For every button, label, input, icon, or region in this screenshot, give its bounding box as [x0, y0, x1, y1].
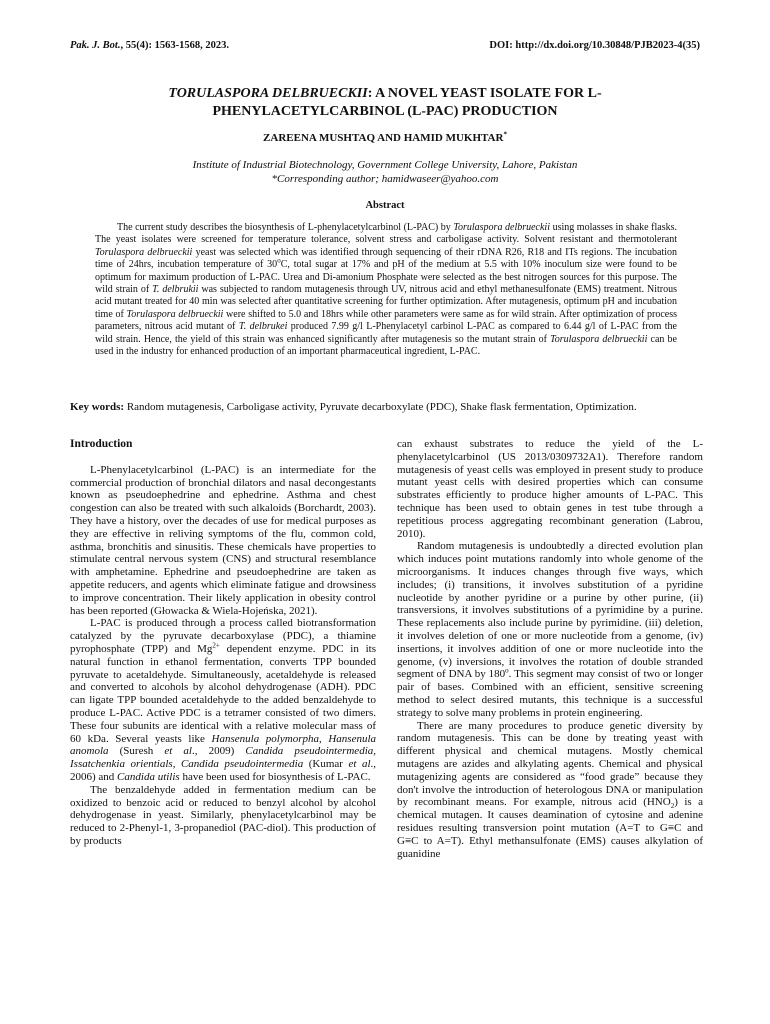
corresponding-author: *Corresponding author; hamidwaseer@yahoo.com	[271, 173, 499, 185]
authors	[70, 132, 700, 144]
paragraph	[397, 540, 703, 719]
paragraph-text: . This segment may consist of two or longer pair of bases. Combined with an efficient, sensitive screening method to select desired mutants, this technique is a successful strategy to solve many problems in protein engineering.	[397, 668, 704, 719]
institute: Institute of Industrial Biotechnology, Government College University, Lahore, Pakistan	[192, 159, 578, 171]
et-al: et al	[164, 745, 192, 758]
paragraph-text: ,	[172, 758, 181, 771]
species-name: Candida pseudointermedia	[245, 745, 374, 758]
paragraph-text: dependent enzyme. PDC in its natural function in ethanol fermentation, converts TPP bounded pyruvate to acetaldehyde. Simultaneously, acetaldehyde is released and converted to alcohols by alcohol dehydrogenase (ADH). PDC can ligate TPP bounded acetaldehyde to the added benzaldehyde to produce L-PAC. Active PDC is a tetramer consisted of two dimers. These four subunits are identical with a relative molecular mass of 60 kDa. Several yeasts like	[70, 642, 376, 745]
paragraph: can exhaust substrates to reduce the yield of the L-phenylacetylcarbinol (US 2013/0309732A1). Therefore random mutagenesis of yeast cells was employed in present study to produce mutant yeast cells with desired properties which can consume substrates efficiently to produce higher amounts of L-PAC. This technique has been used to obtain genes in test tube through a repetitious process aggregating recombinant generation (Labrou, 2010).	[397, 438, 703, 540]
title-species: TORULASPORA DELBRUECKII	[168, 86, 368, 101]
paragraph: L-Phenylacetylcarbinol (L-PAC) is an intermediate for the commercial production of bronchial dilators and nasal decongestants known as pseudoephedrine and ephedrine. Asthma and chest congestion can also be treated with such alkaloids (Borchardt, 2003). They have a history, over the decades of use for medical purposes as they are effective in reliving symptoms of the flu, common cold, asthma, bronchitis and sinusitis. These chemicals have properties to stimulate central nervous system (CNS) and structural resemblance with amphetamine. Ephedrine and pseudoephedrine are taken as appetite reducers, and agents which eliminate fatigue and drowsiness to improve concentration. Their likely application in obesity control has been reported (Głowacka & Wiela-Hojeńska, 2021).	[70, 463, 376, 617]
species-name: Hansenula anomola	[70, 732, 377, 758]
abstract-text: The current study describes the biosynthesis of L-phenylacetylcarbinol (L-PAC) by	[117, 222, 454, 233]
paragraph: The benzaldehyde added in fermentation medium can be oxidized to benzoic acid or reduced to benzyl alcohol by alcohol dehydrogenase in yeast. Similarly, phenylacetylcarbinol may be reduced to 2-Phenyl-1, 3-propanediol (PAC-diol). This production of by products	[70, 783, 376, 847]
species-name: Candida utilis	[117, 770, 180, 783]
species-name: Torulaspora delbrueckii	[550, 333, 648, 345]
volume-pages: , 55(4): 1563-1568, 2023.	[120, 40, 229, 51]
paragraph-text: L-PAC is produced through a process called biotransformation catalyzed by the pyruvate decarboxylase (PDC), a thiamine pyrophosphate (TPP) and Mg	[70, 617, 376, 655]
abstract-heading: Abstract	[365, 200, 405, 211]
species-name: T. delbrukii	[152, 284, 199, 296]
paragraph	[397, 720, 703, 861]
paragraph-text: Random mutagenesis is undoubtedly a directed evolution plan which induces point mutations randomly into whole genome of the microorganisms. It induces changes through five ways, which includes; (i) transitions, it involves substitution of a pyridine nucleotide by another pyridine or a purine by other purine, (ii) transversions, it involves substitutions of a pyrimidine by a purine. These replacements also include purine by pyrimidine. (iii) deletion, it involves deletion of one or more nucleotide from a genome, (iv) insertions, it involves addition of one or more nucleotide into the genome, (v) inversions, it involves the rotation of double stranded segment of DNA by 180	[397, 540, 703, 681]
species-name: Candida pseudointermedia	[180, 758, 304, 771]
paper-title	[70, 85, 700, 121]
keywords	[70, 400, 700, 414]
paragraph-text: (Suresh	[108, 745, 165, 758]
journal-citation	[70, 40, 229, 51]
species-name: Torulaspora delbrueckii	[126, 308, 224, 320]
species-name: Issatchenkia orientials	[70, 758, 173, 771]
title-line2: PHENYLACETYLCARBINOL (L-PAC) PRODUCTION	[212, 104, 558, 119]
corresponding-mark: *	[503, 130, 507, 139]
author-names: ZAREENA MUSHTAQ AND HAMID MUKHTAR	[263, 132, 504, 144]
doi-link[interactable]: DOI: http://dx.doi.org/10.30848/PJB2023-4(35)	[489, 40, 700, 51]
species-name: Torulaspora delbrueckii	[95, 246, 193, 258]
et-al: et al	[348, 758, 371, 771]
species-name: T. delbrukei	[238, 321, 288, 333]
paragraph-text: ,	[318, 732, 329, 745]
paragraph-text: (Kumar	[303, 758, 349, 771]
abstract-text: C, total sugar at 17% and pH of the medium at 5.5 with 10% inoculum size were found to be optimum for maximum production of L-PAC. Urea and Di-amonium Phosphate were selected as the best nitrogen sources for this purpose. The wild strain of	[95, 259, 677, 296]
abstract-body	[95, 222, 677, 358]
abstract-text: was subjected to random mutagenesis through UV, nitrous acid and ethyl methanesulfonate (EMS) treatment. Nitrous acid mutant treated for 40 min was selected after quantitative screening for further optimization. After mutagenesis, optimum pH and incubation time of	[95, 284, 677, 320]
paragraph	[70, 617, 376, 783]
paragraph-text: ,	[373, 745, 376, 758]
superscript: 2+	[212, 641, 220, 650]
section-heading-introduction: Introduction	[70, 438, 133, 450]
paragraph-text: There are many procedures to produce genetic diversity by random mutagenesis. This can be done by treating yeast with different physical and chemical mutagens. Mostly chemical mutagens are azides and alkylating agents. Chemical and physical mutagenizing agents are considered as “food grade” because they don't involve the introduction of heterologous DNA or manipulation by recombinant means. For example, nitrous acid (HNO	[397, 719, 703, 809]
paragraph-text: ., 2006) and	[70, 758, 377, 783]
paragraph-text: ., 2009)	[191, 745, 246, 758]
subscript: 2	[670, 802, 675, 811]
journal-name: Pak. J. Bot.	[70, 40, 121, 51]
degree-mark: o	[505, 666, 509, 675]
abstract-text: were shifted to 5.0 and 18hrs while other parameters were same as for wild strain. After optimization of process parameters, nitrous acid mutant of	[95, 308, 678, 333]
keywords-label: Key words:	[70, 401, 125, 413]
left-column	[70, 438, 376, 848]
abstract-text: produced 7.99 g/l L-Phenylacetyl carbinol L-PAC as compared to 6.44 g/l of L-PAC from the wild strain. Hence, the yield of this strain was enhanced significantly after mutagenesis so the mutant strain of	[95, 321, 677, 345]
abstract-text: yeast was selected which was identified through sequencing of their rDNA R26, R18 and ITs regions. The incubation time of 24hrs, incubation temperature of 30	[95, 246, 677, 271]
degree-mark: o	[277, 256, 281, 265]
paragraph-text: ) is a chemical mutagen. It causes deamination of cytosine and adenine residues resulting transversion point mutation (A=T to G≡C and G≡C to A=T). Ethyl methansulfonate (EMS) causes alkylation of guanidine	[397, 796, 703, 860]
title-rest: : A NOVEL YEAST ISOLATE FOR L-	[367, 86, 602, 101]
species-name: Torulaspora delbrueckii	[453, 222, 550, 233]
abstract-text: using molasses in shake flasks. The yeast isolates were screened for temperature tolerance, solvent stress and carboligase activity. Solvent resistant and thermotolerant	[95, 222, 677, 246]
right-column	[397, 438, 703, 860]
keywords-text: Random mutagenesis, Carboligase activity, Pyruvate decarboxylate (PDC), Shake flask fermentation, Optimization.	[124, 401, 637, 413]
affiliation	[70, 158, 700, 186]
species-name: Hansenula polymorpha	[211, 732, 319, 745]
abstract-text: can be used in the industry for enhanced production of an important pharmaceutical ingredient, L-PAC.	[95, 333, 677, 358]
paragraph-text: have been used for biosynthesis of L-PAC.	[179, 770, 371, 783]
